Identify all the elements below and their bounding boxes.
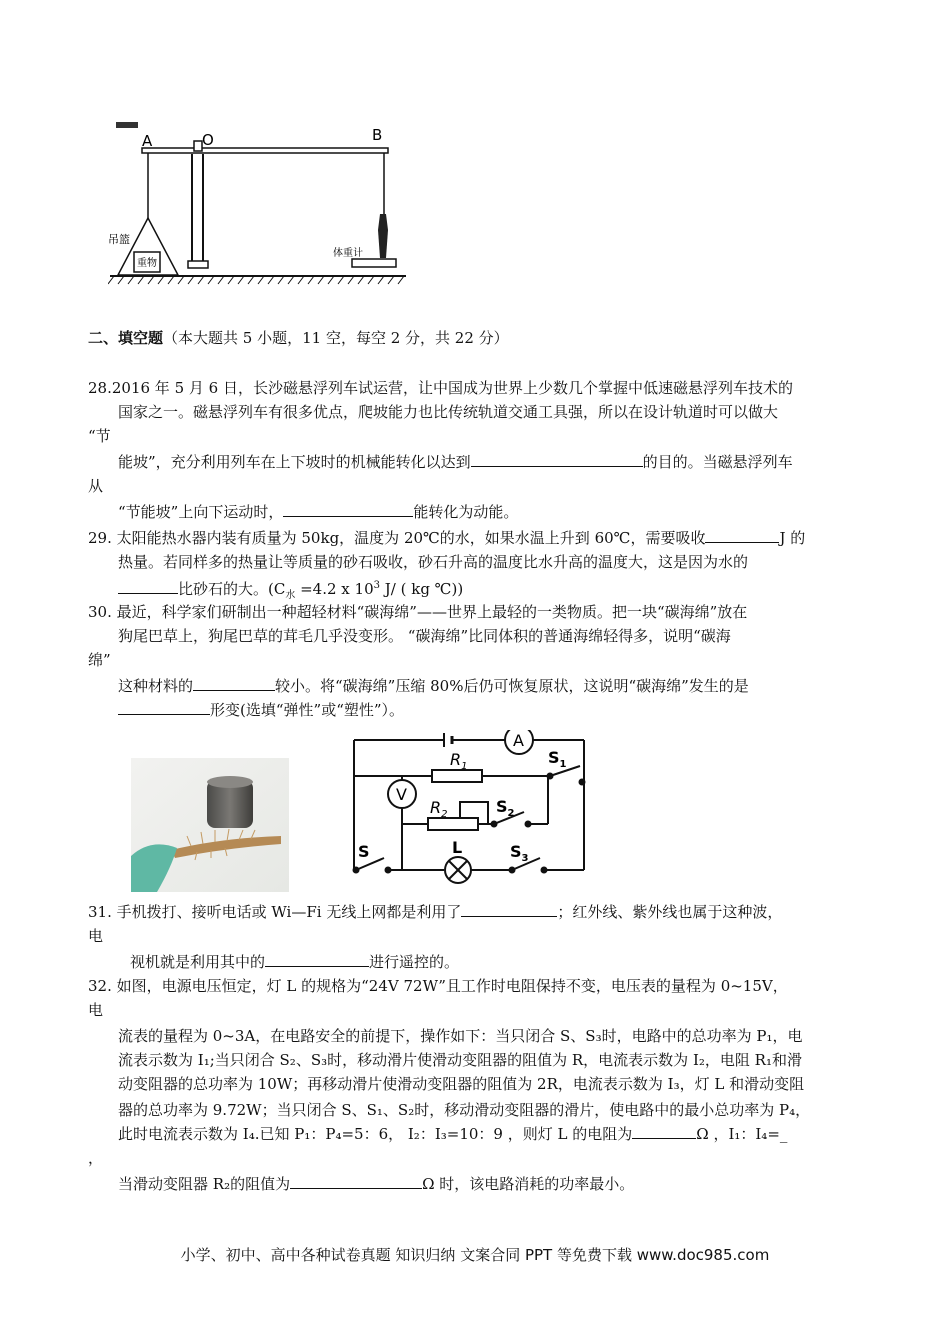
s2-label: $S_2$ <box>496 797 515 819</box>
q30-blank-2[interactable] <box>118 700 210 715</box>
q30-line-2: 狗尾巴草上，狗尾巴草的茸毛几乎没变形。 “碳海绵”比同体积的普通海绵轻得多，说明“碳海 <box>118 627 731 645</box>
q31-blank-2[interactable] <box>265 952 369 967</box>
lever-beam <box>142 148 388 153</box>
q28-blank-2[interactable] <box>283 502 413 517</box>
q32-line-6: 器的总功率为 9.72W；当只闭合 S、S₁、S₂时，移动滑动变阻器的滑片，使电路中的最小总功率为 P₄， <box>118 1101 811 1119</box>
q28-line-4 <box>118 452 793 472</box>
label-a: A <box>142 132 153 150</box>
r2-label: $R_2$ <box>430 798 448 820</box>
q28-line-5: 从 <box>88 477 104 495</box>
q32-line-2: 电 <box>88 1001 104 1019</box>
s1-label: $S_1$ <box>548 748 567 770</box>
q29-line-1-text-a: 29. 太阳能热水器内装有质量为 50kg，温度为 20℃的水，如果水温上升到 60℃，需要吸收 <box>88 529 706 547</box>
q32-line-9-text-a: 当滑动变阻器 R₂的阻值为 <box>118 1175 291 1193</box>
section-title: 二、填空题 <box>88 329 164 347</box>
circuit-diagram <box>344 730 614 892</box>
label-weight: 重物 <box>137 258 157 269</box>
q31-line-1 <box>88 902 782 922</box>
q29-line-1 <box>88 528 805 548</box>
q30-line-1: 30. 最近，科学家们研制出一种超轻材料“碳海绵”——世界上最轻的一类物质。把一块“碳海绵”放在 <box>88 603 748 621</box>
q30-line-4 <box>118 676 749 696</box>
q32-line-1: 32. 如图，电源电压恒定，灯 L 的规格为“24V 72W”且工作时电阻保持不变，电压表的量程为 0~15V， <box>88 977 788 995</box>
q31-line-1-text-a: 31. 手机拨打、接听电话或 Wi—Fi 无线上网都是利用了 <box>88 903 462 921</box>
q32-line-9-text-b: Ω 时，该电路消耗的功率最小。 <box>422 1175 635 1193</box>
q30-line-5 <box>118 700 404 720</box>
label-scale: 体重计 <box>333 248 363 259</box>
q29-line-3-text-b: =4.2 x 10 <box>295 580 374 598</box>
q30-line-3: 绵” <box>88 651 111 669</box>
q28-line-3: “节 <box>88 427 111 445</box>
q29-blank-2[interactable] <box>118 579 178 594</box>
q28-line-6 <box>118 502 518 522</box>
q29-line-2: 热量。若同样多的热量让等质量的砂石吸收，砂石升高的温度比水升高的温度大，这是因为水的 <box>118 553 749 571</box>
q28-line-2: 国家之一。磁悬浮列车有很多优点，爬坡能力也比传统轨道交通工具强，所以在设计轨道时可以做大 <box>118 403 779 421</box>
q32-blank-1[interactable] <box>632 1124 696 1139</box>
cropped-text-fragment <box>116 122 138 128</box>
person-silhouette <box>378 214 388 258</box>
q32-line-7-text-b: Ω ，I₁：I₄=_ <box>696 1125 788 1143</box>
lever-figure <box>108 118 408 288</box>
label-basket: 吊篮 <box>108 233 130 246</box>
q29-blank-1[interactable] <box>705 528 779 543</box>
s-label: S <box>358 842 370 861</box>
lamp-label: L <box>452 838 463 857</box>
q29-line-3-text-a: 比砂石的大。(C <box>178 580 286 598</box>
q31-line-3-text-b: 进行遥控的。 <box>369 953 460 971</box>
q31-line-1-text-b: ；红外线、紫外线也属于这种波， <box>557 903 783 921</box>
section-heading <box>88 328 509 348</box>
support-foot <box>188 261 208 268</box>
q32-line-5: 动变阻器的总功率为 10W；再移动滑片使滑动变阻器的阻值为 2R，电流表示数为 I₃，灯 L 和滑动变阻 <box>118 1075 805 1093</box>
q28-line-1: 28.2016 年 5 月 6 日，长沙磁悬浮列车试运营，让中国成为世界上少数几个掌握中低速磁悬浮列车技术的 <box>88 379 793 397</box>
page-footer: 小学、初中、高中各种试卷真题 知识归纳 文案合同 PPT 等免费下载 www.doc985.com <box>180 1246 770 1264</box>
body-scale <box>352 259 396 267</box>
q32-blank-3[interactable] <box>290 1174 422 1189</box>
q32-line-7-text-a: 此时电流表示数为 I₄.已知 P₁：P₄=5：6， I₂：I₃=10：9 ，则灯 L 的电阻为 <box>118 1125 633 1143</box>
ground-hatching <box>108 276 404 284</box>
q29-line-1-text-b: J 的 <box>779 529 806 547</box>
q30-line-4-text-a: 这种材料的 <box>118 677 194 695</box>
s3-label: $S_3$ <box>510 842 529 864</box>
q32-line-9 <box>118 1174 634 1194</box>
q29-line-3-text-c: J/ ( kg ℃)) <box>380 580 464 598</box>
q28-blank-1[interactable] <box>471 452 643 467</box>
q31-line-3-text-a: 视机就是利用其中的 <box>130 953 266 971</box>
q29-subscript-water: 水 <box>285 590 296 601</box>
rheostat-r2 <box>428 818 478 830</box>
q31-line-2: 电 <box>88 927 104 945</box>
q29-superscript: 3 <box>373 580 380 591</box>
q30-blank-1[interactable] <box>193 676 275 691</box>
pivot-block <box>194 141 202 151</box>
resistor-r1 <box>432 770 482 782</box>
carbon-sponge-photo <box>131 758 289 892</box>
q28-line-4-text-b: 的目的。当磁悬浮列车 <box>642 453 793 471</box>
q31-blank-1[interactable] <box>461 902 557 917</box>
label-o: O <box>202 131 214 149</box>
label-b: B <box>372 126 383 144</box>
q28-line-6-text-b: 能转化为动能。 <box>413 503 519 521</box>
q32-line-8: ， <box>88 1149 104 1167</box>
q32-line-3: 流表的量程为 0~3A，在电路安全的前提下，操作如下：当只闭合 S、S₃时，电路中的总功率为 P₁，电 <box>118 1027 803 1045</box>
ammeter-label: A <box>513 731 524 750</box>
voltmeter-label: V <box>396 785 407 804</box>
q32-line-7 <box>118 1124 787 1144</box>
q30-line-5-text: 形变(选填“弹性”或“塑性”）。 <box>210 701 405 719</box>
q28-line-4-text-a: 能坡”，充分利用列车在上下坡时的机械能转化以达到 <box>118 453 471 471</box>
q32-line-4: 流表示数为 I₁;当只闭合 S₂、S₃时，移动滑片使滑动变阻器的阻值为 R，电流表示数为 I₂，电阻 R₁和滑 <box>118 1051 802 1069</box>
r1-label: $R_1$ <box>450 750 468 772</box>
q31-line-3 <box>130 952 459 972</box>
section-note: （本大题共 5 小题，11 空，每空 2 分，共 22 分） <box>163 329 509 347</box>
q28-line-6-text-a: “节能坡”上向下运动时， <box>118 503 284 521</box>
q30-line-4-text-b: 较小。将“碳海绵”压缩 80%后仍可恢复原状，这说明“碳海绵”发生的是 <box>275 677 749 695</box>
